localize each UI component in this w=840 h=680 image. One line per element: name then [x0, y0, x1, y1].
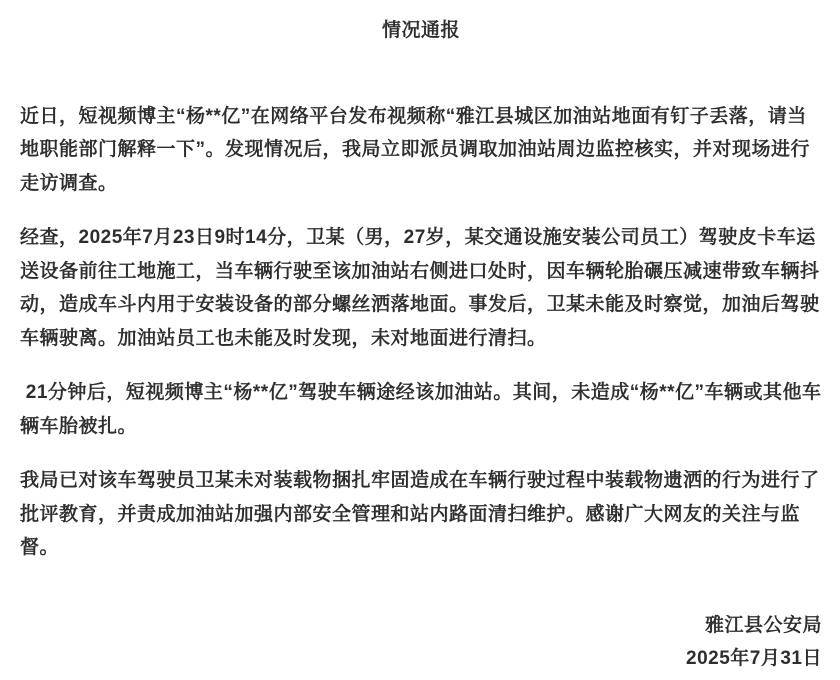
issuer-name: 雅江县公安局: [704, 614, 822, 636]
signature-block: [20, 609, 822, 675]
issue-date: 2025年7月31日: [686, 647, 822, 669]
paragraph-aftermath: 21分钟后，短视频博主“杨**亿”驾驶车辆途经该加油站。其间，未造成“杨**亿”车辆或其他车辆车胎被扎。: [20, 382, 822, 437]
page-title: 情况通报: [381, 20, 460, 41]
paragraph-investigation: 经查，2025年7月23日9时14分，卫某（男，27岁，某交通设施安装公司员工）驾驶皮卡车运送设备前往工地施工，当车辆行驶至该加油站右侧进口处时，因车辆轮胎碾压减速带致车辆抖动，造成车斗内用于安装设备的部分螺丝洒落地面。事发后，卫某未能及时察觉，加油后驾驶车辆驶离。加油站员工也未能及时发现，未对地面进行清扫。: [20, 227, 820, 349]
paragraph-intro: 近日，短视频博主“杨**亿”在网络平台发布视频称“雅江县城区加油站地面有钉子丢落，请当地职能部门解释一下”。发现情况后，我局立即派员调取加油站周边监控核实，并对现场进行走访调查。: [20, 105, 811, 194]
paragraph-conclusion: 我局已对该车驾驶员卫某未对装载物捆扎牢固造成在车辆行驶过程中装载物遗洒的行为进行了批评教育，并责成加油站加强内部安全管理和站内路面清扫维护。感谢广大网友的关注与监督。: [20, 470, 820, 558]
